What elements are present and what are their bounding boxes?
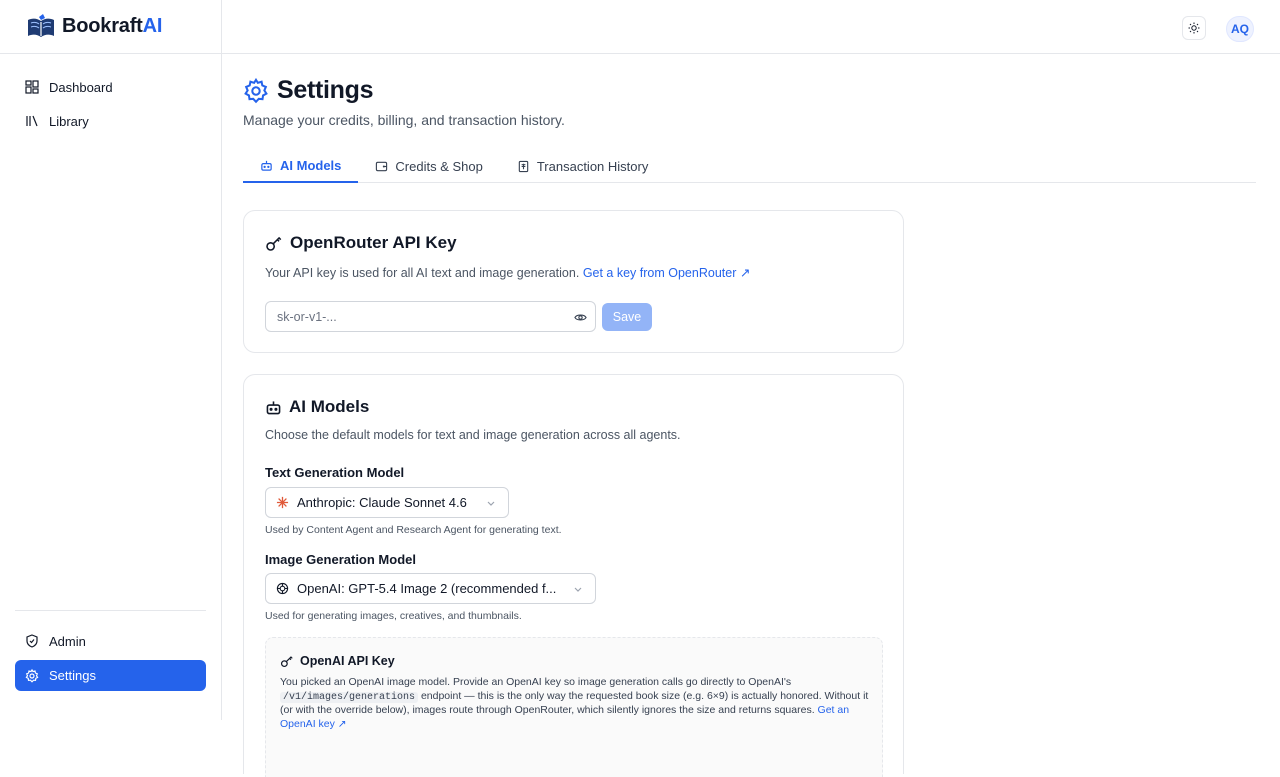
avatar[interactable]: AQ [1226, 16, 1254, 42]
sidebar-item-label: Admin [49, 633, 86, 649]
gear-icon [243, 78, 269, 104]
sun-icon [1188, 22, 1200, 34]
sidebar-item-label: Library [49, 113, 89, 129]
save-api-key-button[interactable]: Save [602, 303, 652, 331]
openai-key-description: You picked an OpenAI image model. Provide an OpenAI key so image generation calls go directly to OpenAI's /v1/images/generations endpoint — this is the only way the requested book size (e.g. 6×9) is actually honored. Without it (or with the override below), images route through OpenRouter, which silently ignores the size and returns squares. Get an OpenAI key ↗ [280, 676, 869, 730]
openai-key-title: OpenAI API Key [280, 654, 395, 668]
tab-ai-models[interactable]: AI Models [243, 150, 358, 183]
brand-name: BookraftAI [62, 15, 163, 37]
theme-toggle-button[interactable] [1182, 16, 1206, 40]
openai-key-panel [265, 637, 883, 777]
sidebar-item-settings[interactable] [15, 660, 206, 691]
bot-icon [265, 399, 282, 416]
openrouter-card [243, 210, 904, 353]
tab-transaction-history[interactable]: Transaction History [500, 150, 666, 183]
sidebar [0, 0, 222, 720]
sidebar-bottom [15, 610, 206, 695]
settings-tabs [243, 150, 1256, 183]
ai-models-title: AI Models [265, 397, 369, 417]
shield-icon [25, 634, 39, 648]
key-icon [265, 234, 283, 252]
page-subtitle: Manage your credits, billing, and transaction history. [243, 112, 565, 128]
external-link-icon: ↗ [337, 717, 347, 730]
image-model-hint: Used for generating images, creatives, and thumbnails. [265, 610, 522, 622]
openrouter-description: Your API key is used for all AI text and image generation. Get a key from OpenRouter ↗ [265, 266, 751, 280]
sidebar-item-library[interactable] [15, 106, 206, 136]
ai-models-card [243, 374, 904, 774]
text-model-select[interactable]: Anthropic: Claude Sonnet 4.6 [265, 487, 509, 518]
sidebar-item-admin[interactable] [15, 626, 206, 656]
text-model-hint: Used by Content Agent and Research Agent for generating text. [265, 524, 562, 536]
text-model-label: Text Generation Model [265, 465, 405, 480]
openrouter-title: OpenRouter API Key [265, 233, 457, 253]
image-model-label: Image Generation Model [265, 552, 416, 567]
tab-credits-shop[interactable]: Credits & Shop [358, 150, 499, 183]
gear-icon [25, 669, 39, 683]
anthropic-icon [276, 496, 289, 509]
dashboard-icon [25, 80, 39, 94]
page-title [243, 76, 373, 105]
image-model-select[interactable]: OpenAI: GPT-5.4 Image 2 (recommended f... [265, 573, 596, 604]
sidebar-item-label: Dashboard [49, 79, 113, 95]
sidebar-nav [0, 54, 221, 136]
key-icon [280, 654, 294, 668]
bot-icon [260, 159, 273, 172]
ai-models-description: Choose the default models for text and image generation across all agents. [265, 428, 681, 442]
top-bar [222, 0, 1280, 54]
eye-icon[interactable] [574, 311, 587, 324]
chevron-down-icon [486, 498, 496, 508]
sidebar-item-dashboard[interactable] [15, 72, 206, 102]
openrouter-api-key-input[interactable] [277, 310, 557, 324]
library-icon [25, 114, 39, 128]
book-logo-icon [26, 14, 56, 40]
chevron-down-icon [573, 584, 583, 594]
external-link-icon: ↗ [739, 266, 751, 280]
page-title-text: Settings [277, 76, 374, 104]
openrouter-key-link[interactable]: Get a key from OpenRouter ↗ [582, 266, 751, 280]
brand[interactable] [0, 0, 221, 54]
openrouter-api-input-wrapper [265, 301, 596, 332]
endpoint-code: /v1/images/generations [280, 692, 418, 703]
receipt-icon [517, 160, 530, 173]
openai-icon [276, 582, 289, 595]
wallet-icon [375, 160, 388, 173]
openai-key-link[interactable]: Get an OpenAI key ↗ [280, 704, 850, 730]
sidebar-item-label: Settings [49, 668, 96, 683]
